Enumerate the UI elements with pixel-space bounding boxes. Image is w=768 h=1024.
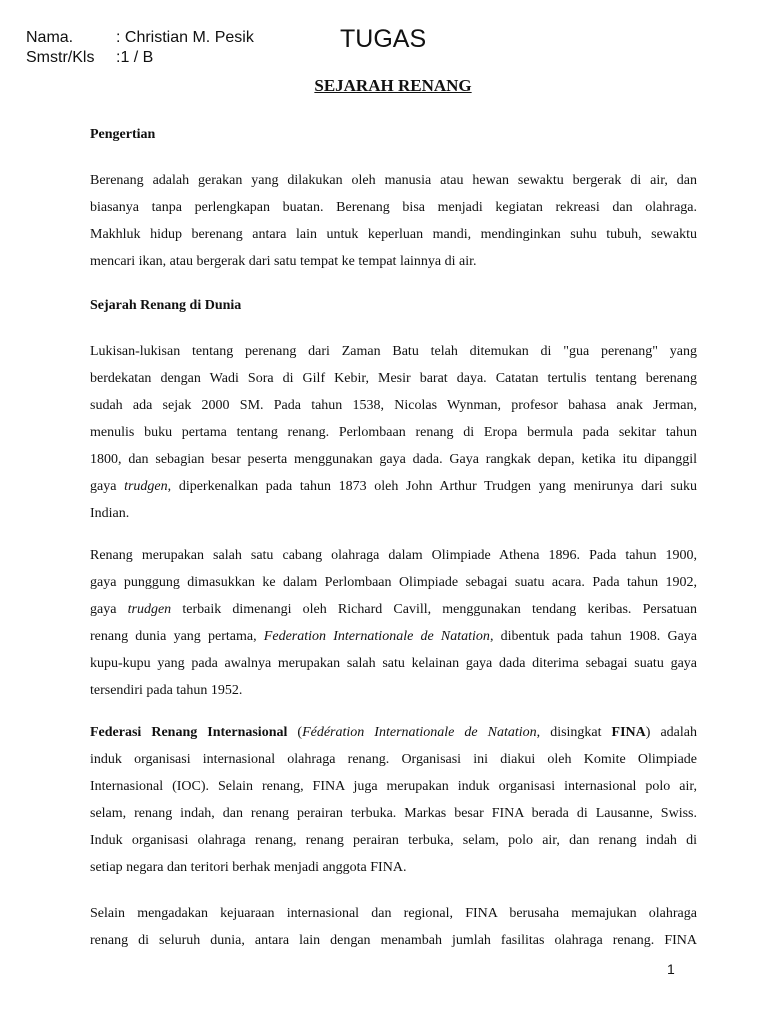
text-line: setiap negara dan teritori berhak menjadi anggota FINA. xyxy=(90,860,407,875)
text-line: Berenang adalah gerakan yang dilakukan oleh manusia atau hewan sewaktu bergerak di air, dan xyxy=(90,173,697,188)
paragraph-closing xyxy=(90,905,697,959)
text-line: selam, renang indah, dan renang perairan terbuka. Markas besar FINA berada di Lausanne, Swiss. xyxy=(90,806,697,821)
italic-term: trudgen xyxy=(127,602,172,617)
text-line xyxy=(90,478,697,505)
text-run: , diperkenalkan pada tahun 1873 oleh John Arthur Trudgen yang menirunya dari suku xyxy=(167,479,697,494)
class-label: Smstr/Kls xyxy=(26,49,95,66)
text-run: ( xyxy=(287,725,303,740)
text-line: Selain mengadakan kejuaraan internasional dan regional, FINA berusaha memajukan olahraga xyxy=(90,906,697,921)
class-value: :1 / B xyxy=(116,49,154,66)
paragraph-fina xyxy=(90,724,697,886)
text-line: kupu-kupu yang pada awalnya merupakan salah satu kelainan gaya dada diterima sebagai suatu gaya xyxy=(90,656,697,671)
paragraph-sejarah-2 xyxy=(90,547,697,709)
text-line: Lukisan-lukisan tentang perenang dari Zaman Batu telah ditemukan di "gua perenang" yang xyxy=(90,344,697,359)
text-run: , disingkat xyxy=(536,725,612,740)
text-line: Makhluk hidup berenang antara lain untuk keperluan mandi, mendinginkan suhu tubuh, sewaktu xyxy=(90,227,697,242)
text-line: 1800, dan sebagian besar peserta menggunakan gaya dada. Gaya rangkak depan, ketika itu dipanggil xyxy=(90,452,697,467)
name-label: Nama. xyxy=(26,29,74,46)
text-line: tersendiri pada tahun 1952. xyxy=(90,683,243,698)
text-line: biasanya tanpa perlengkapan buatan. Berenang bisa menjadi kegiatan rekreasi dan olahraga. xyxy=(90,200,697,215)
text-line: Internasional (IOC). Selain renang, FINA juga merupakan induk organisasi internasional polo air, xyxy=(90,779,697,794)
page-title: SEJARAH RENANG xyxy=(314,76,472,95)
text-run: gaya xyxy=(90,602,128,617)
text-line: renang di seluruh dunia, antara lain dengan menambah jumlah fasilitas olahraga renang. FINA xyxy=(90,933,697,948)
bold-term: Federasi Renang Internasional xyxy=(90,725,288,740)
section-heading-pengertian: Pengertian xyxy=(90,127,156,142)
page-number: 1 xyxy=(667,961,675,977)
text-line: gaya punggung dimasukkan ke dalam Perlombaan Olimpiade sebagai suatu acara. Pada tahun 1902, xyxy=(90,575,697,590)
italic-term: Federation Internationale de Natation xyxy=(263,629,490,644)
text-run: , dibentuk pada tahun 1908. Gaya xyxy=(489,629,697,644)
text-line: sudah ada sejak 2000 SM. Pada tahun 1538, Nicolas Wynman, profesor bahasa anak Jerman, xyxy=(90,398,697,413)
text-line: induk organisasi internasional olahraga renang. Organisasi ini diakui oleh Komite Olimpiade xyxy=(90,752,697,767)
text-line xyxy=(90,628,697,655)
text-line: Renang merupakan salah satu cabang olahraga dalam Olimpiade Athena 1896. Pada tahun 1900, xyxy=(90,548,697,563)
text-run: gaya xyxy=(90,479,125,494)
text-line xyxy=(90,601,697,628)
assignment-label: TUGAS xyxy=(340,25,427,53)
text-line xyxy=(90,724,697,751)
italic-term: Fédération Internationale de Natation xyxy=(302,725,537,740)
text-line: Induk organisasi olahraga renang, renang perairan terbuka, selam, polo air, dan renang indah di xyxy=(90,833,697,848)
section-heading-sejarah: Sejarah Renang di Dunia xyxy=(90,298,242,313)
text-line: Indian. xyxy=(90,506,130,521)
text-line: berdekatan dengan Wadi Sora di Gilf Kebir, Mesir barat daya. Catatan tertulis tentang berenang xyxy=(90,371,697,386)
text-line: mencari ikan, atau bergerak dari satu tempat ke tempat lainnya di air. xyxy=(90,254,477,269)
text-line: menulis buku pertama tentang renang. Perlombaan renang di Eropa bermula pada sekitar tahun xyxy=(90,425,697,440)
text-run: ) adalah xyxy=(645,725,697,740)
name-value: : Christian M. Pesik xyxy=(116,29,254,46)
text-run: renang dunia yang pertama, xyxy=(90,629,264,644)
paragraph-sejarah-1 xyxy=(90,343,697,532)
text-run: terbaik dimenangi oleh Richard Cavill, menggunakan tendang keribas. Persatuan xyxy=(171,602,697,617)
paragraph-pengertian xyxy=(90,172,697,280)
bold-term: FINA xyxy=(611,725,646,740)
italic-term: trudgen xyxy=(124,479,168,494)
